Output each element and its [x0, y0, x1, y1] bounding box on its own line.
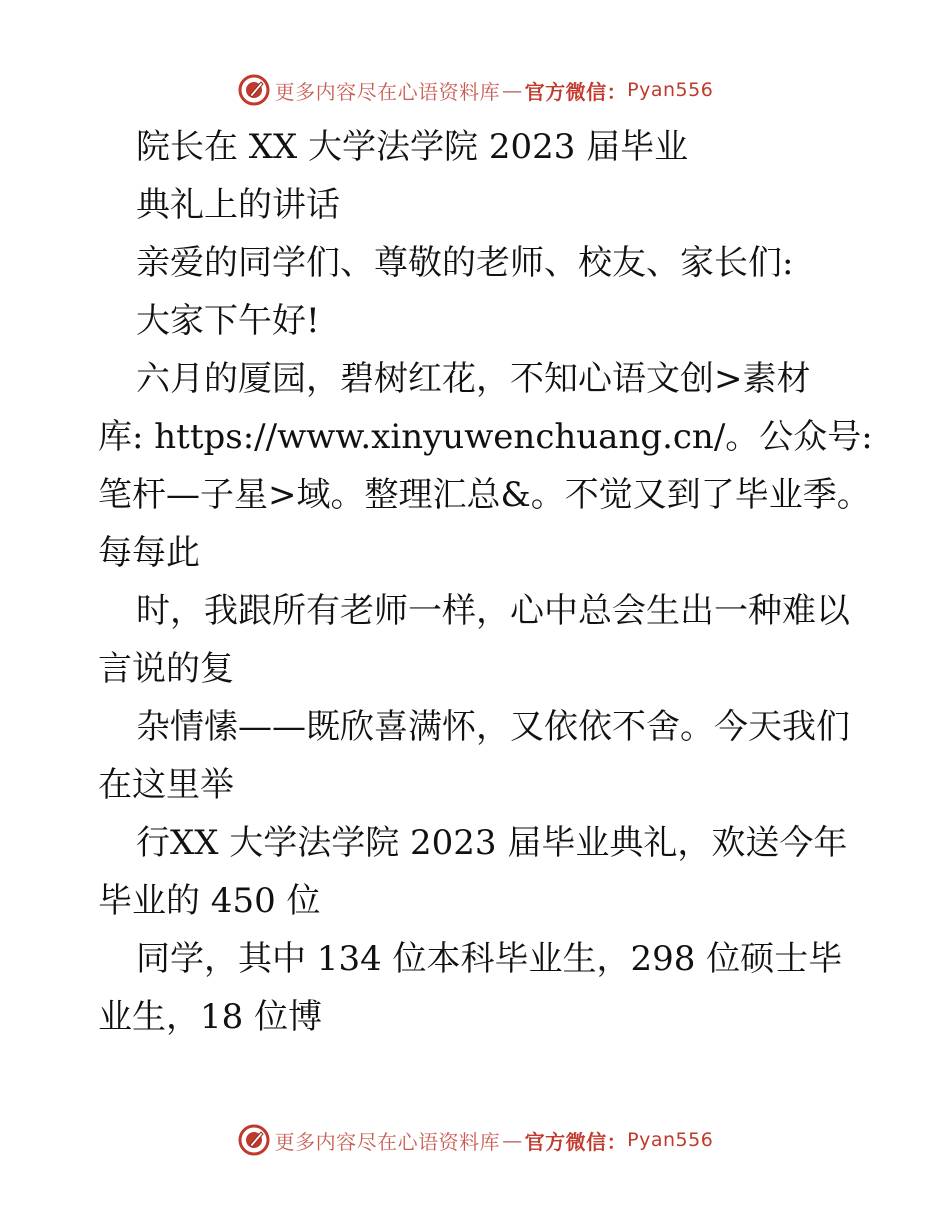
text-line: 典礼上的讲话 — [136, 185, 340, 225]
watermark-site-text: 更多内容尽在心语资料库 — [274, 1129, 501, 1154]
text-line: 六月的厦园，碧树红花，不知心语文创>素材 — [136, 359, 811, 399]
watermark-official-label: 官方微信： — [524, 79, 628, 104]
watermark-official-label: 官方微信： — [524, 1129, 628, 1154]
text-line: 业生，18 位博 — [98, 997, 323, 1037]
text-line: 笔杆—子星>域。整理汇总&。不觉又到了毕业季。 — [98, 475, 871, 515]
text-line: 行XX 大学法学院 2023 届毕业典礼，欢送今年 — [136, 823, 848, 863]
text-line: 库: https://www.xinyuwenchuang.cn/。公众号: — [98, 417, 873, 457]
watermark-wechat-id: Pyan556 — [627, 79, 714, 101]
text-line: 每每此 — [98, 533, 200, 573]
text-line: 时，我跟所有老师一样，心中总会生出一种难以 — [136, 591, 850, 631]
text-line: 言说的复 — [98, 649, 234, 689]
text-line: 亲爱的同学们、尊敬的老师、校友、家长们: — [136, 243, 794, 283]
watermark-site-text: 更多内容尽在心语资料库 — [274, 79, 501, 104]
text-line: 院长在 XX 大学法学院 2023 届毕业 — [136, 127, 689, 167]
document-body — [98, 118, 873, 1046]
pen-logo-icon — [237, 73, 271, 107]
text-line: 杂情愫——既欣喜满怀，又依依不舍。今天我们 — [136, 707, 850, 747]
watermark-separator: — — [502, 1128, 523, 1152]
text-line: 在这里举 — [98, 765, 234, 805]
footer-watermark — [0, 1120, 950, 1160]
text-line: 大家下午好! — [136, 301, 320, 341]
pen-logo-icon — [237, 1123, 271, 1157]
text-line: 毕业的 450 位 — [98, 881, 321, 921]
watermark-wechat-id: Pyan556 — [627, 1129, 714, 1151]
header-watermark — [0, 70, 950, 110]
watermark-separator: — — [502, 78, 523, 102]
text-line: 同学，其中 134 位本科毕业生，298 位硕士毕 — [136, 939, 843, 979]
